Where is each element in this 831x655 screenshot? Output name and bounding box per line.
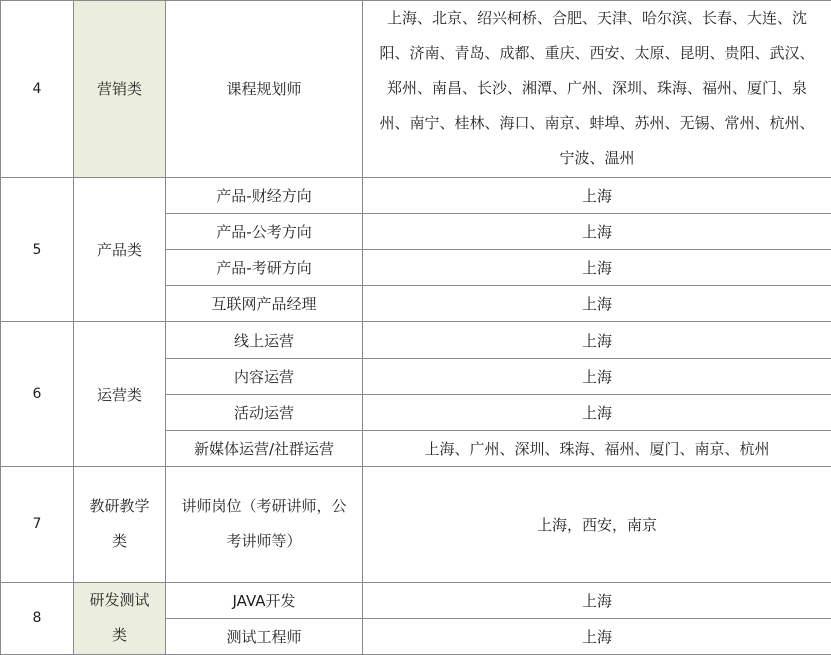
city-cell: 上海 [363, 177, 831, 213]
row-number: 4 [1, 1, 74, 178]
category-cell: 研发测试类 [74, 582, 166, 654]
job-title-cell: JAVA开发 [166, 582, 363, 618]
city-cell: 上海 [363, 582, 831, 618]
table-row [1, 582, 831, 618]
job-title-cell: 新媒体运营/社群运营 [166, 430, 363, 466]
job-title-cell: 产品-财经方向 [166, 177, 363, 213]
table-row [1, 467, 831, 583]
row-number: 7 [1, 467, 74, 583]
category-cell: 运营类 [74, 322, 166, 467]
category-cell: 教研教学类 [74, 467, 166, 583]
job-title-cell: 测试工程师 [166, 618, 363, 654]
job-title-cell: 产品-公考方向 [166, 213, 363, 249]
city-cell: 上海 [363, 358, 831, 394]
city-list-cell: 上海、北京、绍兴柯桥、合肥、天津、哈尔滨、长春、大连、沈阳、济南、青岛、成都、重庆、西安、太原、昆明、贵阳、武汉、郑州、南昌、长沙、湘潭、广州、深圳、珠海、福州、厦门、泉州、南宁、桂林、海口、南京、蚌埠、苏州、无锡、常州、杭州、宁波、温州 [363, 1, 831, 178]
job-title-cell: 内容运营 [166, 358, 363, 394]
row-number: 8 [1, 582, 74, 654]
city-cell: 上海 [363, 250, 831, 286]
table-row [1, 177, 831, 213]
row-number: 5 [1, 177, 74, 322]
category-cell: 产品类 [74, 177, 166, 322]
city-cell: 上海 [363, 322, 831, 358]
city-cell: 上海，西安，南京 [363, 467, 831, 583]
table-row [1, 322, 831, 358]
row-number: 6 [1, 322, 74, 467]
city-cell: 上海 [363, 286, 831, 322]
table-row [1, 1, 831, 178]
job-title-cell: 互联网产品经理 [166, 286, 363, 322]
job-title-cell: 课程规划师 [166, 1, 363, 178]
category-cell: 营销类 [74, 1, 166, 178]
city-cell: 上海 [363, 618, 831, 654]
job-title-cell: 讲师岗位（考研讲师，公考讲师等） [166, 467, 363, 583]
city-cell: 上海、广州、深圳、珠海、福州、厦门、南京、杭州 [363, 430, 831, 466]
job-title-cell: 产品-考研方向 [166, 250, 363, 286]
job-title-cell: 活动运营 [166, 394, 363, 430]
city-cell: 上海 [363, 213, 831, 249]
city-cell: 上海 [363, 394, 831, 430]
job-title-cell: 线上运营 [166, 322, 363, 358]
